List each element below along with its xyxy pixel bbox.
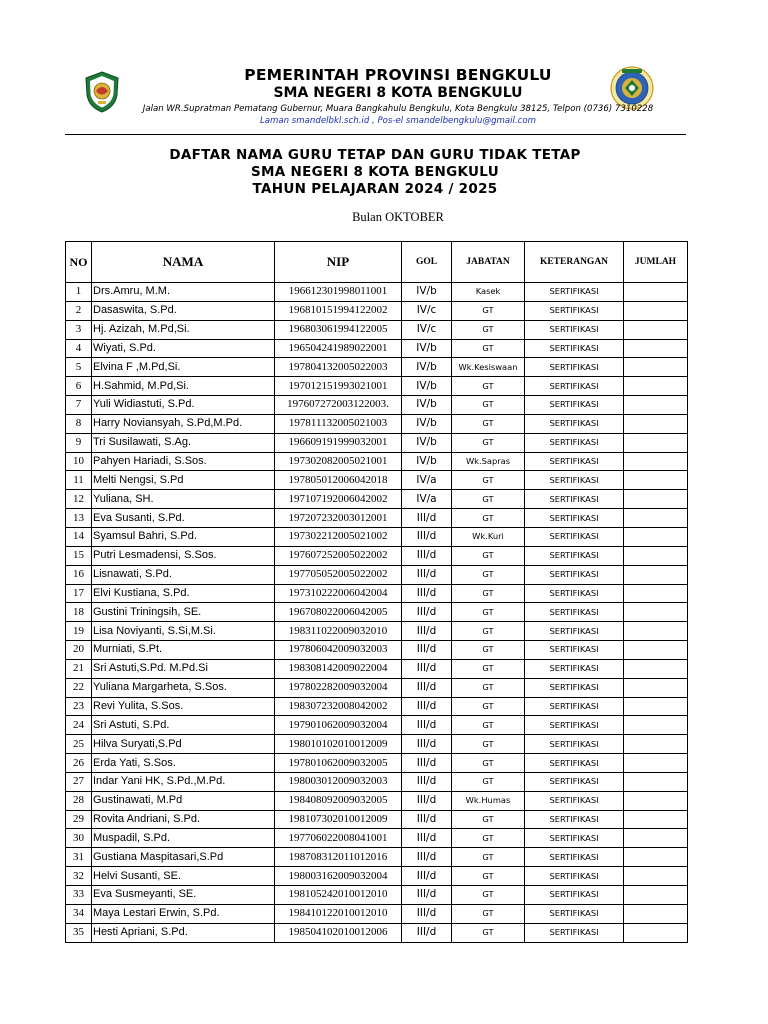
cell-gol: IV/c <box>402 320 452 339</box>
cell-nip: 198307232008042002 <box>275 697 402 716</box>
table-row <box>66 565 688 584</box>
cell-nip: 198408092009032005 <box>275 791 402 810</box>
cell-jumlah <box>624 923 688 942</box>
cell-nama: Wiyati, S.Pd. <box>92 339 275 358</box>
cell-gol: IV/b <box>402 358 452 377</box>
cell-gol: IV/b <box>402 339 452 358</box>
cell-jumlah <box>624 283 688 302</box>
cell-gol: III/d <box>402 848 452 867</box>
cell-no: 23 <box>66 697 92 716</box>
cell-jumlah <box>624 678 688 697</box>
cell-gol: IV/b <box>402 377 452 396</box>
cell-jumlah <box>624 546 688 565</box>
column-header-jumlah: JUMLAH <box>624 242 688 283</box>
cell-gol: III/d <box>402 735 452 754</box>
table-row <box>66 810 688 829</box>
cell-keterangan: SERTIFIKASI <box>525 810 624 829</box>
cell-no: 31 <box>66 848 92 867</box>
cell-gol: III/d <box>402 886 452 905</box>
cell-gol: III/d <box>402 565 452 584</box>
cell-gol: III/d <box>402 810 452 829</box>
table-row <box>66 452 688 471</box>
cell-nama: Eva Susmeyanti, SE. <box>92 886 275 905</box>
cell-no: 9 <box>66 433 92 452</box>
column-header-nip: NIP <box>275 242 402 283</box>
cell-gol: III/d <box>402 509 452 528</box>
cell-no: 26 <box>66 754 92 773</box>
cell-nip: 198504102010012006 <box>275 923 402 942</box>
cell-nip: 197302082005021001 <box>275 452 402 471</box>
cell-jumlah <box>624 622 688 641</box>
cell-gol: III/d <box>402 584 452 603</box>
cell-nip: 197310222006042004 <box>275 584 402 603</box>
cell-gol: III/d <box>402 603 452 622</box>
cell-jabatan: GT <box>452 433 525 452</box>
table-row <box>66 584 688 603</box>
cell-jumlah <box>624 377 688 396</box>
table-row <box>66 697 688 716</box>
cell-jabatan: Wk.Kesiswaan <box>452 358 525 377</box>
cell-nama: Yuliana Margarheta, S.Sos. <box>92 678 275 697</box>
cell-jumlah <box>624 641 688 660</box>
cell-nama: Sri Astuti, S.Pd. <box>92 716 275 735</box>
cell-nama: Hj. Azizah, M.Pd,Si. <box>92 320 275 339</box>
cell-jabatan: GT <box>452 754 525 773</box>
cell-jabatan: GT <box>452 377 525 396</box>
table-row <box>66 659 688 678</box>
cell-no: 2 <box>66 301 92 320</box>
cell-jumlah <box>624 301 688 320</box>
cell-jumlah <box>624 659 688 678</box>
cell-gol: IV/b <box>402 396 452 415</box>
cell-jabatan: GT <box>452 339 525 358</box>
column-header-nama: NAMA <box>92 242 275 283</box>
cell-nip: 196708022006042005 <box>275 603 402 622</box>
school-address: Jalan WR.Supratman Pematang Gubernur, Muara Bangkahulu Bengkulu, Kota Bengkulu 38125, Telpon (0736) 7310228 <box>142 104 654 114</box>
cell-jumlah <box>624 565 688 584</box>
cell-no: 28 <box>66 791 92 810</box>
cell-jabatan: GT <box>452 414 525 433</box>
cell-keterangan: SERTIFIKASI <box>525 923 624 942</box>
table-row <box>66 490 688 509</box>
cell-jumlah <box>624 810 688 829</box>
table-row <box>66 377 688 396</box>
cell-keterangan: SERTIFIKASI <box>525 471 624 490</box>
cell-jabatan: GT <box>452 829 525 848</box>
cell-keterangan: SERTIFIKASI <box>525 546 624 565</box>
cell-jabatan: GT <box>452 396 525 415</box>
cell-jabatan: GT <box>452 603 525 622</box>
cell-jumlah <box>624 433 688 452</box>
table-row <box>66 886 688 905</box>
cell-jabatan: GT <box>452 509 525 528</box>
cell-jumlah <box>624 509 688 528</box>
cell-no: 10 <box>66 452 92 471</box>
cell-gol: IV/a <box>402 471 452 490</box>
cell-gol: III/d <box>402 697 452 716</box>
cell-nip: 197107192006042002 <box>275 490 402 509</box>
cell-nip: 197804132005022003 <box>275 358 402 377</box>
cell-nama: Yuliana, SH. <box>92 490 275 509</box>
cell-keterangan: SERTIFIKASI <box>525 697 624 716</box>
cell-no: 5 <box>66 358 92 377</box>
cell-no: 18 <box>66 603 92 622</box>
cell-jumlah <box>624 886 688 905</box>
table-row <box>66 396 688 415</box>
cell-nip: 198003012009032003 <box>275 772 402 791</box>
table-row <box>66 923 688 942</box>
cell-keterangan: SERTIFIKASI <box>525 584 624 603</box>
cell-nip: 196803061994122005 <box>275 320 402 339</box>
cell-no: 29 <box>66 810 92 829</box>
cell-gol: III/d <box>402 546 452 565</box>
cell-gol: III/d <box>402 923 452 942</box>
table-row <box>66 509 688 528</box>
table-row <box>66 772 688 791</box>
cell-jumlah <box>624 320 688 339</box>
cell-no: 13 <box>66 509 92 528</box>
cell-keterangan: SERTIFIKASI <box>525 414 624 433</box>
column-header-gol: GOL <box>402 242 452 283</box>
cell-keterangan: SERTIFIKASI <box>525 358 624 377</box>
cell-nip: 196810151994122002 <box>275 301 402 320</box>
table-header-row <box>66 242 688 283</box>
cell-jumlah <box>624 414 688 433</box>
cell-jumlah <box>624 358 688 377</box>
cell-nama: Yuli Widiastuti, S.Pd. <box>92 396 275 415</box>
cell-gol: III/d <box>402 641 452 660</box>
cell-no: 11 <box>66 471 92 490</box>
table-row <box>66 867 688 886</box>
cell-gol: III/d <box>402 678 452 697</box>
cell-nama: Melti Nengsi, S.Pd <box>92 471 275 490</box>
cell-jabatan: GT <box>452 772 525 791</box>
cell-nama: Drs.Amru, M.M. <box>92 283 275 302</box>
cell-jabatan: Wk.Sapras <box>452 452 525 471</box>
cell-gol: IV/a <box>402 490 452 509</box>
cell-keterangan: SERTIFIKASI <box>525 754 624 773</box>
column-header-keterangan: KETERANGAN <box>525 242 624 283</box>
cell-jabatan: GT <box>452 641 525 660</box>
cell-keterangan: SERTIFIKASI <box>525 320 624 339</box>
cell-jabatan: Wk.Kuri <box>452 527 525 546</box>
cell-keterangan: SERTIFIKASI <box>525 527 624 546</box>
cell-keterangan: SERTIFIKASI <box>525 283 624 302</box>
cell-keterangan: SERTIFIKASI <box>525 509 624 528</box>
cell-nama: Lisnawati, S.Pd. <box>92 565 275 584</box>
cell-jumlah <box>624 735 688 754</box>
cell-nama: Dasaswita, S.Pd. <box>92 301 275 320</box>
cell-gol: III/d <box>402 716 452 735</box>
cell-nip: 197802282009032004 <box>275 678 402 697</box>
table-row <box>66 904 688 923</box>
cell-jabatan: GT <box>452 320 525 339</box>
cell-gol: IV/b <box>402 414 452 433</box>
cell-no: 32 <box>66 867 92 886</box>
cell-keterangan: SERTIFIKASI <box>525 791 624 810</box>
cell-keterangan: SERTIFIKASI <box>525 735 624 754</box>
cell-nama: Gustinawati, M.Pd <box>92 791 275 810</box>
cell-no: 30 <box>66 829 92 848</box>
cell-nama: Indar Yani HK, S.Pd.,M.Pd. <box>92 772 275 791</box>
table-row <box>66 546 688 565</box>
cell-nip: 198010102010012009 <box>275 735 402 754</box>
cell-jumlah <box>624 490 688 509</box>
cell-gol: III/d <box>402 659 452 678</box>
document-title-line-2: SMA NEGERI 8 KOTA BENGKULU <box>251 164 499 180</box>
cell-gol: III/d <box>402 829 452 848</box>
letterhead-divider <box>65 134 686 135</box>
cell-keterangan: SERTIFIKASI <box>525 659 624 678</box>
cell-no: 21 <box>66 659 92 678</box>
cell-keterangan: SERTIFIKASI <box>525 641 624 660</box>
cell-nama: Erda Yati, S.Sos. <box>92 754 275 773</box>
document-title-line-1: DAFTAR NAMA GURU TETAP DAN GURU TIDAK TETAP <box>169 147 581 163</box>
cell-jumlah <box>624 716 688 735</box>
cell-jabatan: GT <box>452 810 525 829</box>
table-row <box>66 339 688 358</box>
cell-jabatan: GT <box>452 904 525 923</box>
cell-gol: III/d <box>402 754 452 773</box>
cell-jabatan: Wk.Humas <box>452 791 525 810</box>
cell-jumlah <box>624 584 688 603</box>
cell-keterangan: SERTIFIKASI <box>525 678 624 697</box>
cell-nama: Helvi Susanti, SE. <box>92 867 275 886</box>
cell-no: 8 <box>66 414 92 433</box>
column-header-no: NO <box>66 242 92 283</box>
cell-nip: 197207232003012001 <box>275 509 402 528</box>
cell-no: 16 <box>66 565 92 584</box>
cell-nip: 197607272003122003. <box>275 396 402 415</box>
cell-jabatan: GT <box>452 301 525 320</box>
cell-nama: Harry Noviansyah, S.Pd,M.Pd. <box>92 414 275 433</box>
cell-keterangan: SERTIFIKASI <box>525 377 624 396</box>
table-row <box>66 754 688 773</box>
cell-keterangan: SERTIFIKASI <box>525 829 624 848</box>
cell-nip: 197302212005021002 <box>275 527 402 546</box>
cell-jabatan: GT <box>452 659 525 678</box>
table-row <box>66 716 688 735</box>
cell-gol: IV/b <box>402 452 452 471</box>
table-row <box>66 829 688 848</box>
cell-nip: 197012151993021001 <box>275 377 402 396</box>
cell-keterangan: SERTIFIKASI <box>525 565 624 584</box>
cell-keterangan: SERTIFIKASI <box>525 301 624 320</box>
table-row <box>66 471 688 490</box>
cell-jabatan: GT <box>452 716 525 735</box>
cell-nama: Sri Astuti,S.Pd. M.Pd.Si <box>92 659 275 678</box>
cell-no: 20 <box>66 641 92 660</box>
cell-no: 22 <box>66 678 92 697</box>
cell-nama: Muspadil, S.Pd. <box>92 829 275 848</box>
cell-no: 6 <box>66 377 92 396</box>
table-row <box>66 735 688 754</box>
cell-gol: III/d <box>402 527 452 546</box>
cell-keterangan: SERTIFIKASI <box>525 848 624 867</box>
cell-jabatan: GT <box>452 471 525 490</box>
cell-no: 35 <box>66 923 92 942</box>
cell-no: 15 <box>66 546 92 565</box>
cell-nama: Tri Susilawati, S.Ag. <box>92 433 275 452</box>
cell-jabatan: GT <box>452 622 525 641</box>
table-row <box>66 320 688 339</box>
table-row <box>66 358 688 377</box>
cell-jabatan: GT <box>452 490 525 509</box>
cell-nama: Hilva Suryati,S.Pd <box>92 735 275 754</box>
cell-nama: Murniati, S.Pt. <box>92 641 275 660</box>
cell-jabatan: GT <box>452 697 525 716</box>
cell-jabatan: GT <box>452 678 525 697</box>
cell-nama: Eva Susanti, S.Pd. <box>92 509 275 528</box>
cell-keterangan: SERTIFIKASI <box>525 886 624 905</box>
cell-nama: Elvi Kustiana, S.Pd. <box>92 584 275 603</box>
cell-nip: 198003162009032004 <box>275 867 402 886</box>
table-row <box>66 433 688 452</box>
cell-jumlah <box>624 867 688 886</box>
cell-jabatan: GT <box>452 867 525 886</box>
cell-no: 14 <box>66 527 92 546</box>
table-row <box>66 678 688 697</box>
cell-jabatan: GT <box>452 848 525 867</box>
cell-gol: III/d <box>402 791 452 810</box>
cell-gol: IV/b <box>402 433 452 452</box>
table-row <box>66 603 688 622</box>
table-row <box>66 283 688 302</box>
cell-nip: 197801062009032005 <box>275 754 402 773</box>
cell-nip: 198107302010012009 <box>275 810 402 829</box>
cell-jabatan: GT <box>452 546 525 565</box>
cell-jabatan: GT <box>452 923 525 942</box>
government-heading: PEMERINTAH PROVINSI BENGKULU <box>244 66 552 84</box>
cell-jabatan: GT <box>452 565 525 584</box>
cell-keterangan: SERTIFIKASI <box>525 603 624 622</box>
school-heading: SMA NEGERI 8 KOTA BENGKULU <box>273 85 523 101</box>
cell-jumlah <box>624 452 688 471</box>
table-row <box>66 414 688 433</box>
cell-jumlah <box>624 904 688 923</box>
cell-no: 3 <box>66 320 92 339</box>
cell-nama: Gustini Triningsih, SE. <box>92 603 275 622</box>
cell-jabatan: GT <box>452 584 525 603</box>
cell-keterangan: SERTIFIKASI <box>525 339 624 358</box>
cell-nama: Pahyen Hariadi, S.Sos. <box>92 452 275 471</box>
cell-gol: III/d <box>402 622 452 641</box>
cell-no: 17 <box>66 584 92 603</box>
cell-nip: 197806042009032003 <box>275 641 402 660</box>
cell-keterangan: SERTIFIKASI <box>525 396 624 415</box>
cell-nip: 197706022008041001 <box>275 829 402 848</box>
cell-jumlah <box>624 396 688 415</box>
cell-no: 24 <box>66 716 92 735</box>
cell-keterangan: SERTIFIKASI <box>525 772 624 791</box>
cell-jumlah <box>624 791 688 810</box>
cell-nip: 197805012006042018 <box>275 471 402 490</box>
table-row <box>66 301 688 320</box>
cell-nip: 196612301998011001 <box>275 283 402 302</box>
report-month: Bulan OKTOBER <box>352 210 444 224</box>
cell-jumlah <box>624 471 688 490</box>
cell-no: 27 <box>66 772 92 791</box>
cell-no: 12 <box>66 490 92 509</box>
cell-nama: Rovita Andriani, S.Pd. <box>92 810 275 829</box>
cell-no: 7 <box>66 396 92 415</box>
cell-nip: 197607252005022002 <box>275 546 402 565</box>
cell-gol: III/d <box>402 772 452 791</box>
cell-gol: III/d <box>402 904 452 923</box>
cell-no: 1 <box>66 283 92 302</box>
cell-keterangan: SERTIFIKASI <box>525 452 624 471</box>
cell-jumlah <box>624 339 688 358</box>
cell-jumlah <box>624 697 688 716</box>
cell-keterangan: SERTIFIKASI <box>525 867 624 886</box>
cell-jumlah <box>624 848 688 867</box>
cell-nip: 197901062009032004 <box>275 716 402 735</box>
cell-jumlah <box>624 772 688 791</box>
cell-nama: Elvina F ,M.Pd,Si. <box>92 358 275 377</box>
cell-jabatan: GT <box>452 735 525 754</box>
cell-gol: IV/b <box>402 283 452 302</box>
table-row <box>66 848 688 867</box>
cell-nip: 197705052005022002 <box>275 565 402 584</box>
column-header-jabatan: JABATAN <box>452 242 525 283</box>
cell-nip: 198708312011012016 <box>275 848 402 867</box>
cell-nip: 196504241989022001 <box>275 339 402 358</box>
cell-nip: 197811132005021003 <box>275 414 402 433</box>
cell-jabatan: Kasek <box>452 283 525 302</box>
cell-nama: Gustiana Maspitasari,S.Pd <box>92 848 275 867</box>
cell-keterangan: SERTIFIKASI <box>525 716 624 735</box>
cell-keterangan: SERTIFIKASI <box>525 622 624 641</box>
table-row <box>66 527 688 546</box>
cell-jabatan: GT <box>452 886 525 905</box>
table-row <box>66 791 688 810</box>
cell-nama: Revi Yulita, S.Sos. <box>92 697 275 716</box>
cell-keterangan: SERTIFIKASI <box>525 490 624 509</box>
cell-nama: Syamsul Bahri, S.Pd. <box>92 527 275 546</box>
website-email-line[interactable]: Laman smandelbkl.sch.id , Pos-el smandelbengkulu@gmail.com <box>259 116 537 126</box>
teacher-table <box>65 241 688 943</box>
cell-jumlah <box>624 527 688 546</box>
document-title-line-3: TAHUN PELAJARAN 2024 / 2025 <box>252 181 498 197</box>
cell-nama: H.Sahmid, M.Pd,Si. <box>92 377 275 396</box>
cell-jumlah <box>624 829 688 848</box>
cell-nama: Lisa Noviyanti, S.Si,M.Si. <box>92 622 275 641</box>
cell-gol: III/d <box>402 867 452 886</box>
cell-nip: 198311022009032010 <box>275 622 402 641</box>
table-row <box>66 641 688 660</box>
cell-no: 34 <box>66 904 92 923</box>
cell-nip: 198410122010012010 <box>275 904 402 923</box>
cell-jumlah <box>624 603 688 622</box>
cell-gol: IV/c <box>402 301 452 320</box>
cell-nip: 198105242010012010 <box>275 886 402 905</box>
cell-nama: Putri Lesmadensi, S.Sos. <box>92 546 275 565</box>
cell-no: 4 <box>66 339 92 358</box>
cell-nama: Hesti Apriani, S.Pd. <box>92 923 275 942</box>
cell-no: 19 <box>66 622 92 641</box>
cell-jumlah <box>624 754 688 773</box>
cell-nip: 198308142009022004 <box>275 659 402 678</box>
cell-no: 25 <box>66 735 92 754</box>
cell-nama: Maya Lestari Erwin, S.Pd. <box>92 904 275 923</box>
cell-keterangan: SERTIFIKASI <box>525 904 624 923</box>
cell-keterangan: SERTIFIKASI <box>525 433 624 452</box>
cell-no: 33 <box>66 886 92 905</box>
table-row <box>66 622 688 641</box>
cell-nip: 196609191999032001 <box>275 433 402 452</box>
